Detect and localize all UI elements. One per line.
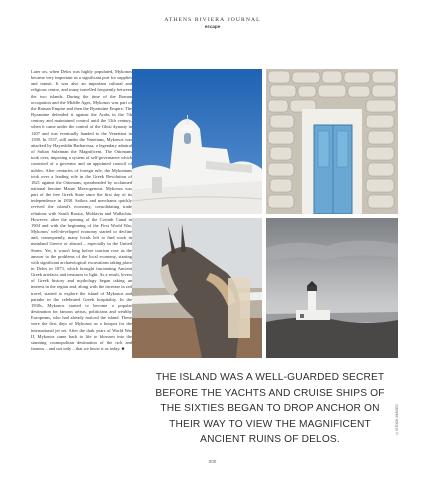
church-photo [132, 69, 262, 214]
page-header [0, 17, 425, 30]
article-body [31, 69, 132, 471]
lighthouse-photo [266, 218, 398, 358]
photo-credit: ©ISTOCK IMAGES [395, 404, 399, 436]
donkey-photo [132, 218, 262, 358]
page-number: 000 [208, 459, 217, 464]
end-mark: ■ [121, 346, 125, 352]
pull-quote: THE ISLAND WAS A WELL-GUARDED SECRET BEFORE THE YACHTS AND CRUISE SHIPS OF THE SIXTIES BEGAN TO DROP ANCHOR ON THEIR WAY TO VIEW THE MAGNIFICENT ANCIENT RUINS OF DELOS. [155, 372, 385, 445]
magazine-title: ATHENS RIVIERA JOURNAL [164, 17, 261, 23]
door-photo [266, 69, 398, 214]
section-label: escape [204, 24, 221, 29]
article-text: Later on, when Delos was highly populated, Mykonos became very important as a significant port for supplies and transit. It was also an important cultural and religious centre, and many travelled frequently between the two islands. During the time of the Roman occupation and the Middle Ages, Mykonos was part of the Roman Empire and then the Byzantine Empire. The Byzantine defended it against the Arabs in the 7th century and maintained control until the 13th century, when it came under the control of the Ghisi dynasty in 1207 and was eventually handed to the Venetians in 1390. In 1537, still under the Venetians, Mykonos was attacked by Hayreddin Barbarossa, a legendary admiral of Sultan Suleiman the Magnificent. The Ottomans took over, imposing a system of self-governance which consisted of a governor and an appointed council of nobles. After centuries of foreign rule, the Mykonians took over a leading role in the Greek Revolution of 1821 against the Ottomans, spearheaded by acclaimed national heroine Manto Mavrogenous. Mykonos was part of the free Greek State since the first day of its independence in 1830. Sailors and merchants quickly revived the island's economy, consolidating trade relations with South Russia, Moldavia and Wallachia. However, after the opening of the Corinth Canal in 1904 and with the beginning of the First World War, Mykonos' well-developed economy started to decline and, consequently, many locals left to find work in mainland Greece or abroad – especially in the United States. Yet, it wasn't long before tourism rose as the answer to the problems of the local economy, starting with significant archaeological excavations taking place in Delos in 1873, which brought fascinating Ancient Greek artefacts and treasures to light. As a result, lovers of Greek history and mythology began taking an interest in the region and, along with the increase in rail travel, started to explore the island of Mykonos and partake in the celebrated Greek hospitality. In the 1930s, Mykonos started to become a popular destination for famous artists, politicians and wealthy Europeans, who had already noticed the island. These were the first days of Mykonos as a hotspot for the international jet set. After the dark years of World War II, Mykonos came back to life to blossom into the stunning cosmopolitan destination of the rich and famous – and not only – that we know it as today. [31, 69, 132, 352]
